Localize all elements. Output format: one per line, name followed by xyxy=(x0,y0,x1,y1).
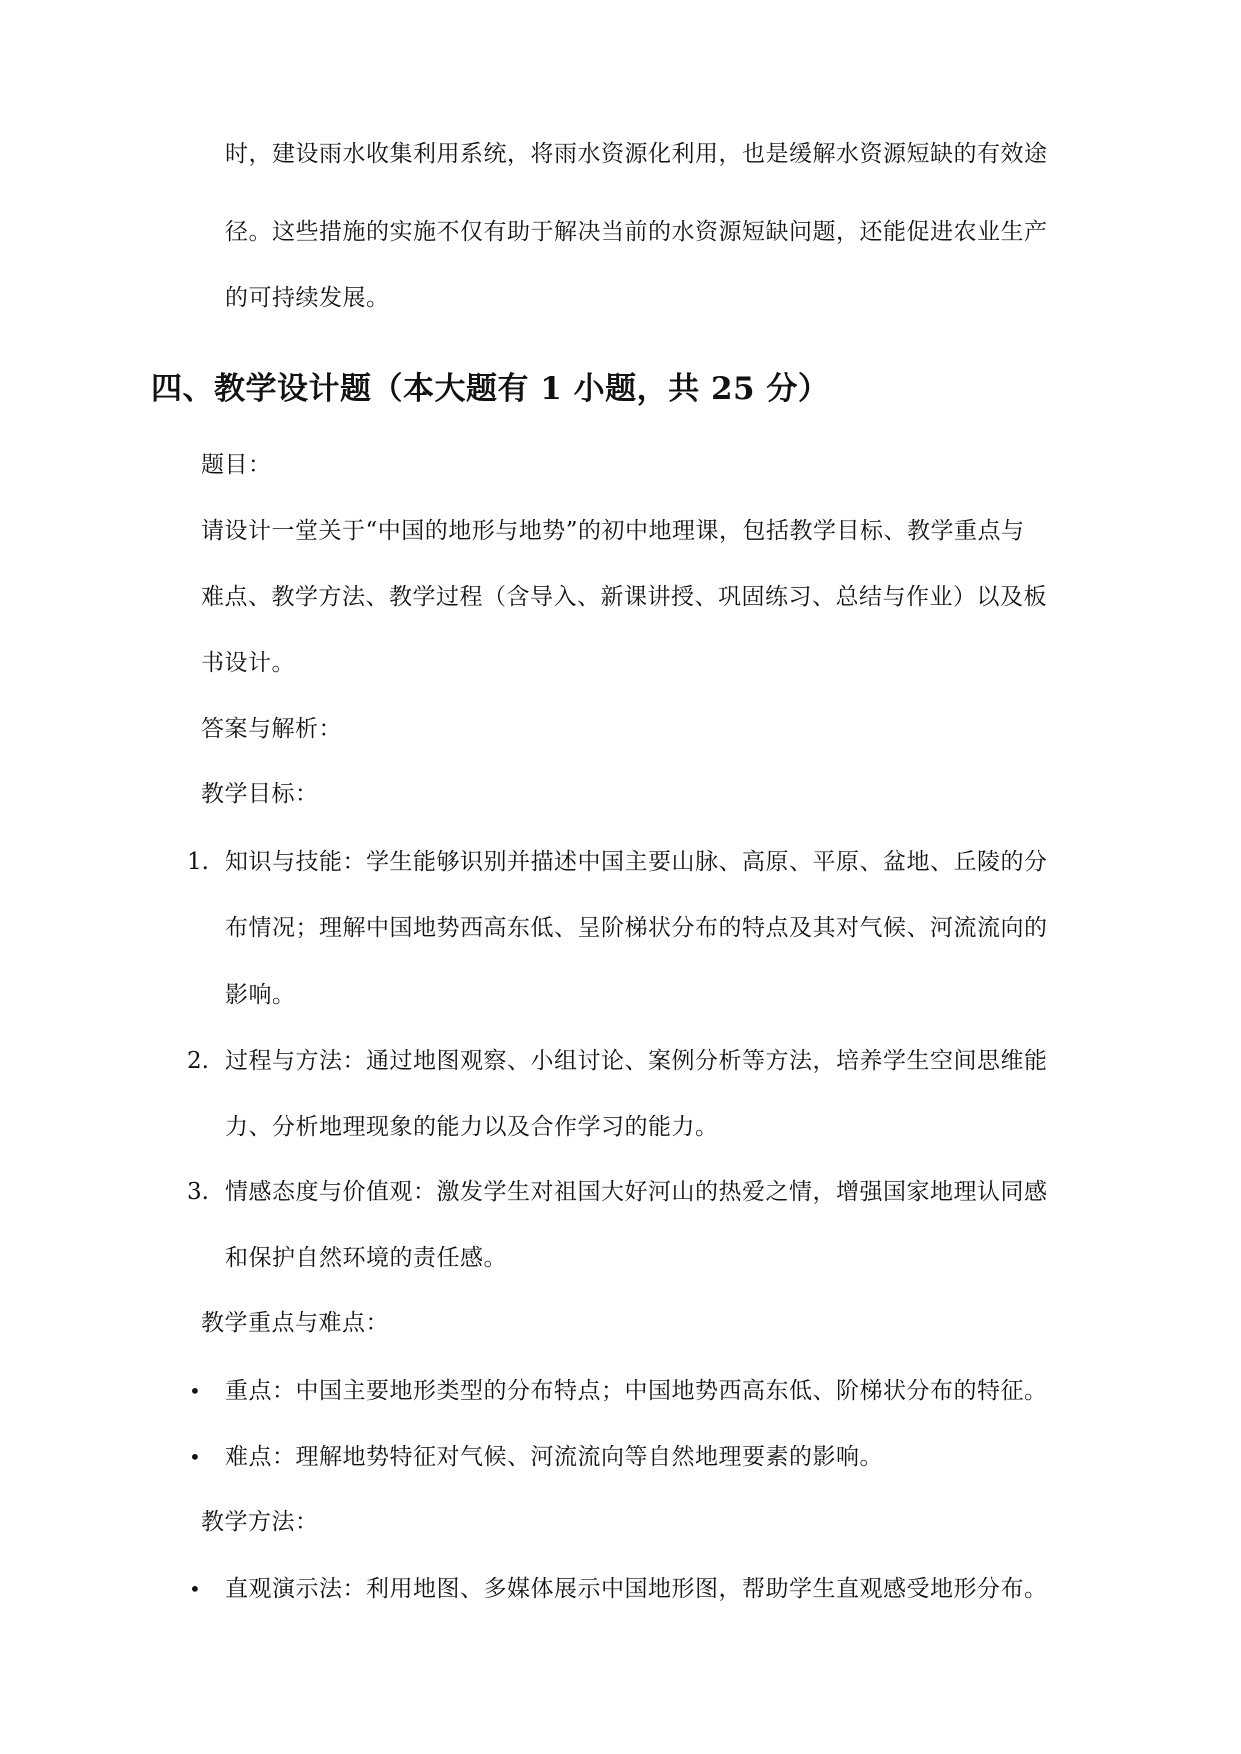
list-number: 3. xyxy=(187,1179,209,1205)
bullet-icon: • xyxy=(189,1445,201,1469)
continuation-line: 时，建设雨水收集利用系统，将雨水资源化利用，也是缓解水资源短缺的有效途 xyxy=(225,141,1048,167)
objective-line: 过程与方法：通过地图观察、小组讨论、案例分析等方法，培养学生空间思维能 xyxy=(225,1048,1048,1074)
question-text-line: 难点、教学方法、教学过程（含导入、新课讲授、巩固练习、总结与作业）以及板 xyxy=(201,584,1047,610)
question-label: 题目： xyxy=(201,452,272,478)
question-text-line: 请设计一堂关于“中国的地形与地势”的初中地理课，包括教学目标、教学重点与 xyxy=(201,518,1025,544)
objective-line: 力、分析地理现象的能力以及合作学习的能力。 xyxy=(225,1114,719,1140)
bullet-icon: • xyxy=(189,1379,201,1403)
key-points-label: 教学重点与难点： xyxy=(201,1310,389,1336)
objective-line: 情感态度与价值观：激发学生对祖国大好河山的热爱之情，增强国家地理认同感 xyxy=(225,1179,1048,1205)
continuation-line: 的可持续发展。 xyxy=(225,285,390,311)
question-text-line: 书设计。 xyxy=(201,650,295,676)
objective-line: 影响。 xyxy=(225,982,296,1008)
key-point-item: 难点：理解地势特征对气候、河流流向等自然地理要素的影响。 xyxy=(225,1444,883,1470)
objective-line: 和保护自然环境的责任感。 xyxy=(225,1245,507,1271)
answer-label: 答案与解析： xyxy=(201,716,342,742)
key-point-item: 重点：中国主要地形类型的分布特点；中国地势西高东低、阶梯状分布的特征。 xyxy=(225,1378,1048,1404)
method-item: 直观演示法：利用地图、多媒体展示中国地形图，帮助学生直观感受地形分布。 xyxy=(225,1576,1048,1602)
objectives-label: 教学目标： xyxy=(201,781,319,807)
methods-label: 教学方法： xyxy=(201,1509,319,1535)
objective-line: 知识与技能：学生能够识别并描述中国主要山脉、高原、平原、盆地、丘陵的分 xyxy=(225,849,1048,875)
objective-line: 布情况；理解中国地势西高东低、呈阶梯状分布的特点及其对气候、河流流向的 xyxy=(225,915,1048,941)
continuation-line: 径。这些措施的实施不仅有助于解决当前的水资源短缺问题，还能促进农业生产 xyxy=(225,219,1048,245)
list-number: 1. xyxy=(187,849,209,875)
bullet-icon: • xyxy=(189,1577,201,1601)
list-number: 2. xyxy=(187,1048,209,1074)
section-heading: 四、教学设计题（本大题有 1 小题，共 25 分） xyxy=(151,371,830,407)
